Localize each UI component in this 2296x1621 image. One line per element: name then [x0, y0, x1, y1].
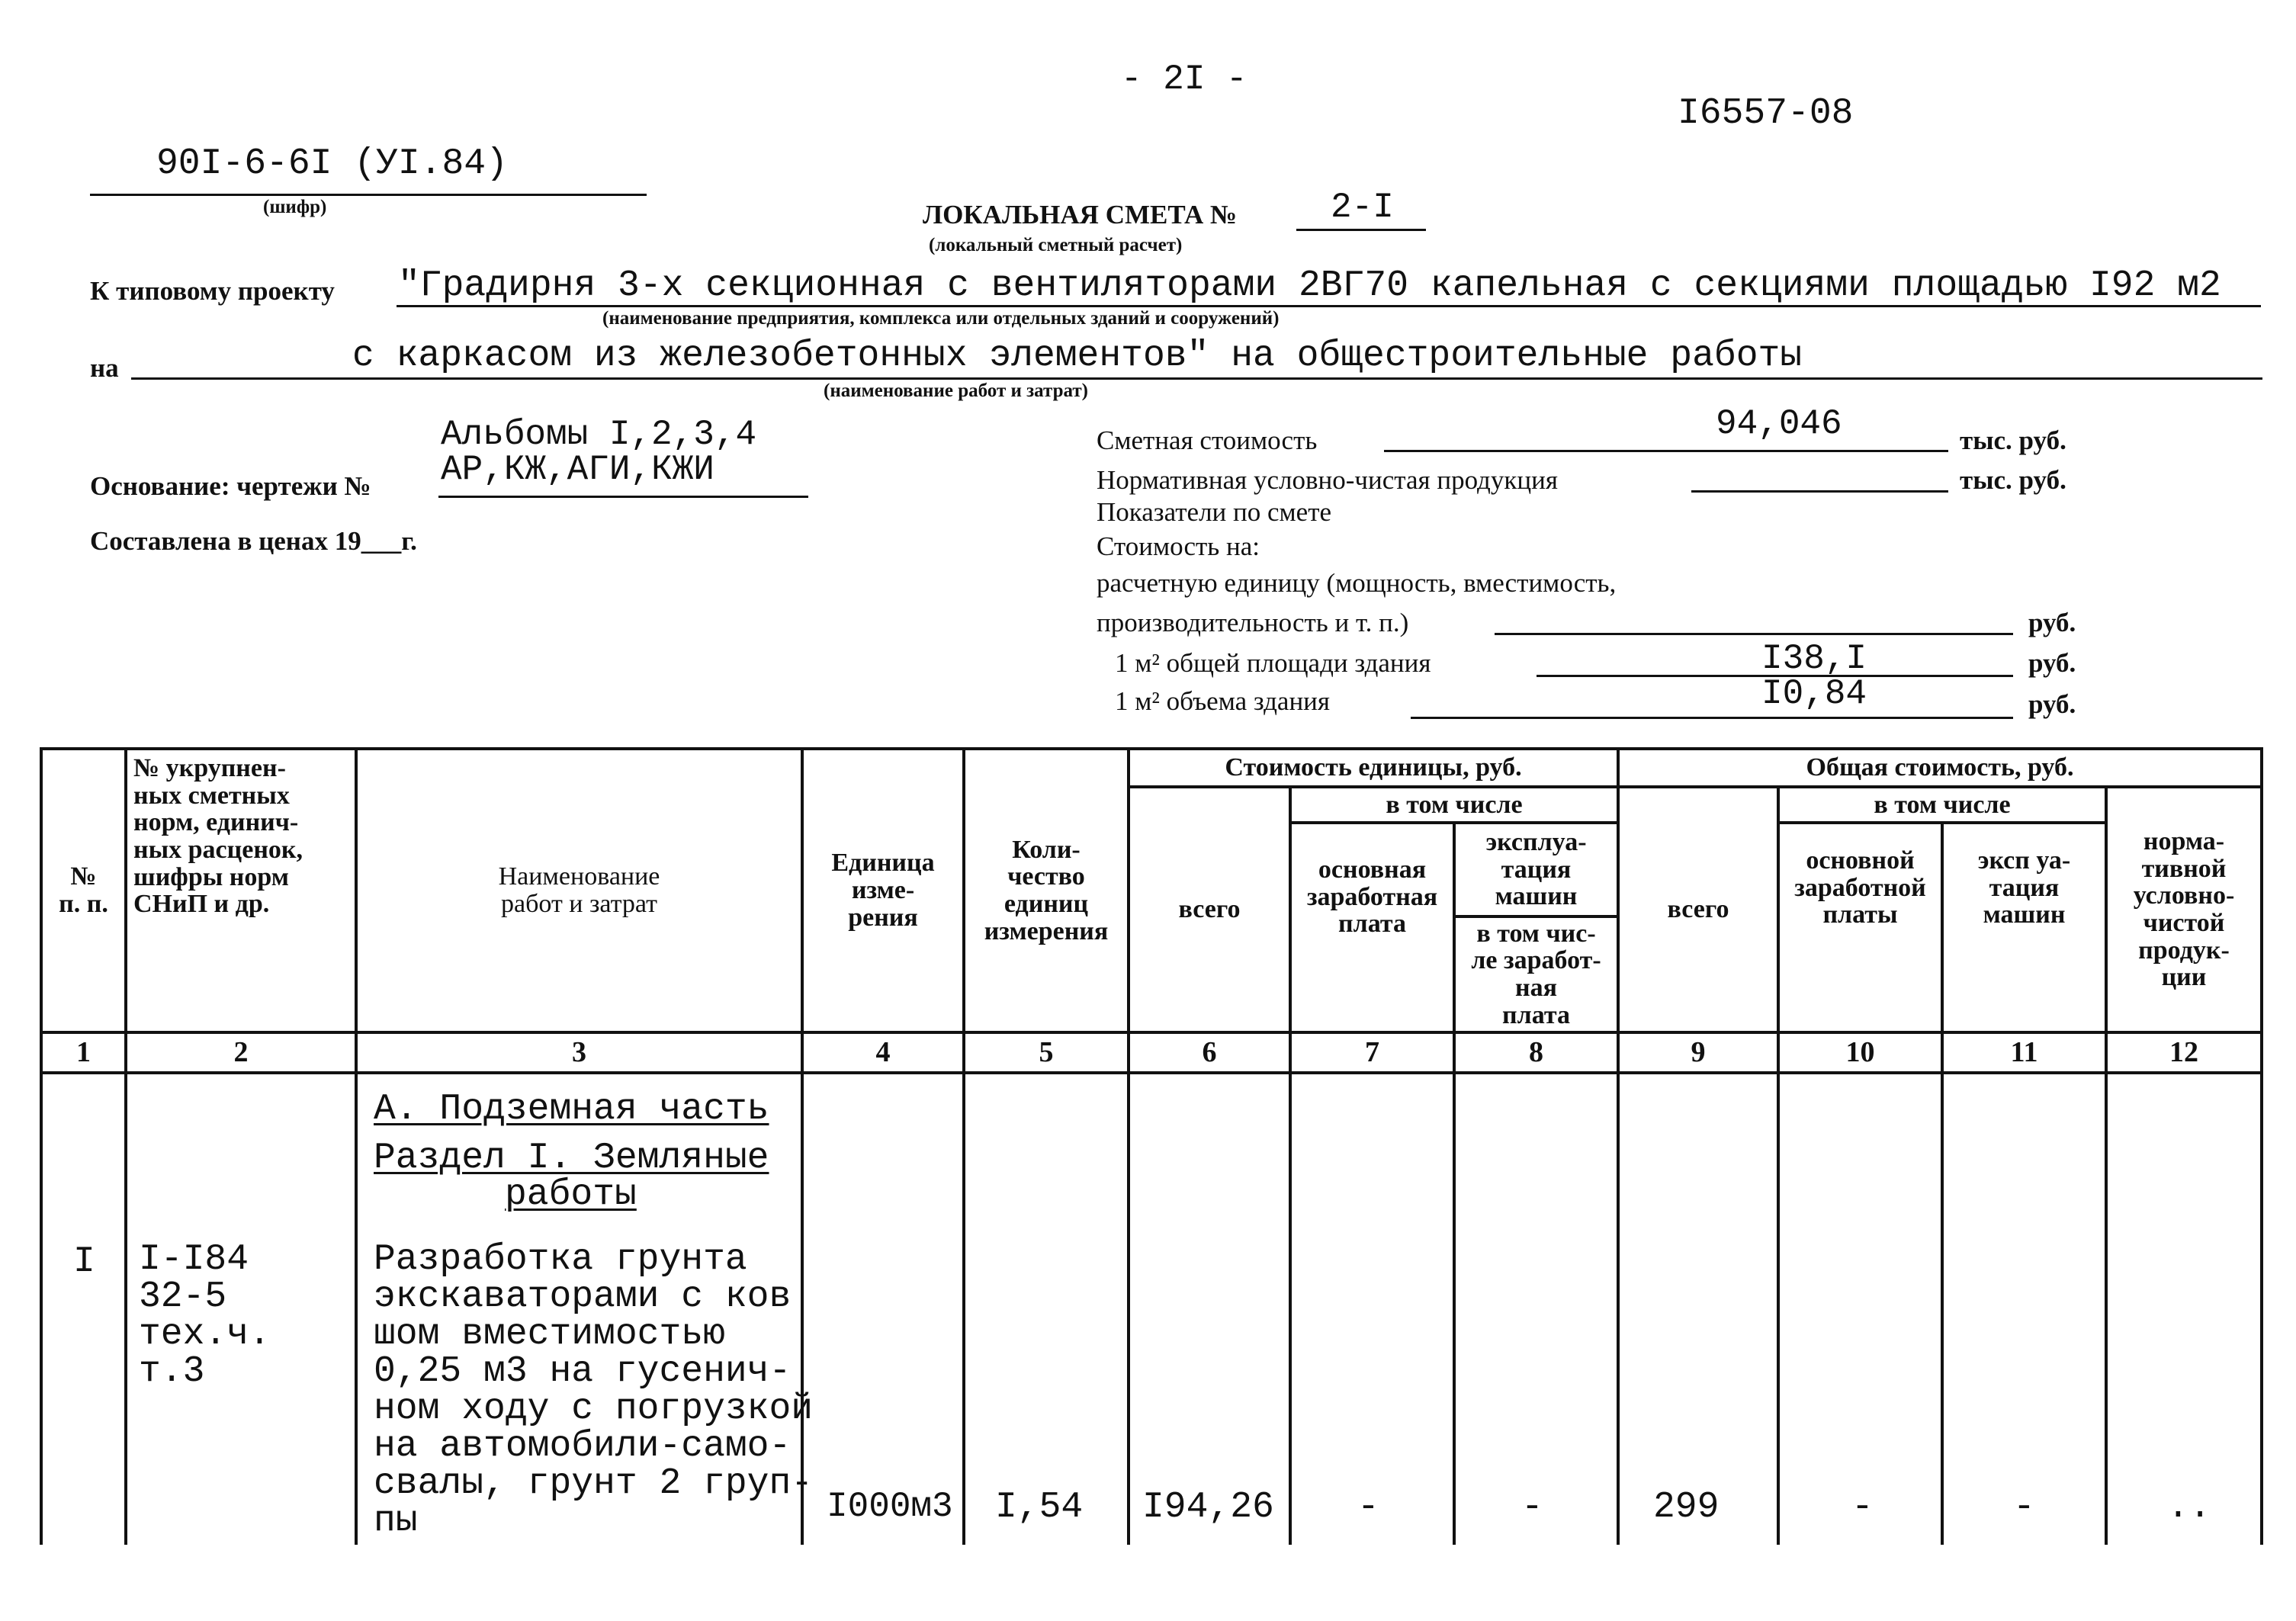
normative-unit: тыс. руб.	[1960, 465, 2066, 495]
unit-line1: расчетную единицу (мощность, вместимость,	[1097, 568, 1617, 598]
on-label: на	[90, 353, 119, 383]
column-number: 11	[2010, 1035, 2038, 1068]
row-unit-machines: -	[1521, 1487, 1543, 1528]
table-right-border	[2260, 747, 2263, 1545]
basis-underline	[438, 496, 808, 498]
basis-label: Основание: чертежи №	[90, 471, 371, 501]
header-unit-total: всего	[1178, 895, 1241, 924]
document-stamp: I6557-08	[1678, 93, 1854, 134]
project-caption2: (наименование работ и затрат)	[824, 380, 1088, 401]
cipher-value: 90I-6-6I (УI.84)	[156, 143, 508, 185]
column-number: 3	[572, 1035, 586, 1068]
row-unit-wage: -	[1357, 1487, 1379, 1528]
row-unit-total: I94,26	[1142, 1487, 1274, 1528]
section-a-text: А. Подземная часть	[374, 1089, 769, 1130]
volume-underline	[1411, 717, 2013, 719]
row-unit: I000м3	[827, 1487, 953, 1526]
header-total-machines: эксп уа- тация машин	[1977, 846, 2071, 929]
header-normative: норма- тивной условно- чистой продук- ции	[2133, 827, 2235, 992]
estimate-number: 2-I	[1331, 188, 1394, 227]
volume-label: 1 м² объема здания	[1115, 686, 1330, 716]
cost-on-label: Стоимость на:	[1097, 531, 1260, 561]
prices-label: Составлена в ценах 19___г.	[90, 526, 417, 556]
column-number: 1	[76, 1035, 91, 1068]
header-work-name: Наименование работ и затрат	[498, 862, 660, 918]
volume-value: I0,84	[1761, 674, 1867, 714]
estimated-cost-label: Сметная стоимость	[1097, 425, 1318, 455]
section-1-text: Раздел I. Земляные	[374, 1138, 769, 1179]
column-number: 5	[1039, 1035, 1054, 1068]
basis-drawings: АР,КЖ,АГИ,КЖИ	[441, 450, 714, 490]
estimated-cost-value: 94,046	[1716, 404, 1842, 444]
volume-unit: руб.	[2028, 689, 2076, 719]
column-number: 10	[1845, 1035, 1875, 1068]
area-value: I38,I	[1761, 639, 1867, 679]
normative-underline	[1691, 490, 1948, 493]
column-number: 6	[1202, 1035, 1217, 1068]
header-quantity: Коли- чество единиц измерения	[984, 835, 1109, 945]
area-label: 1 м² общей площади здания	[1115, 648, 1431, 678]
project-name-line1: "Градирня 3-х секционная с вентиляторами 2ВГ70 капельная с секциями площадью I92 м2	[398, 265, 2221, 307]
column-number: 7	[1365, 1035, 1379, 1068]
row-total: 299	[1653, 1487, 1720, 1528]
unit-underline	[1495, 633, 2013, 635]
section-a-heading	[374, 1089, 769, 1130]
normative-label: Нормативная условно-чистая продукция	[1097, 465, 1558, 495]
unit-rub: руб.	[2028, 608, 2076, 637]
estimated-cost-unit: тыс. руб.	[1960, 425, 2066, 455]
basis-albums: Альбомы I,2,3,4	[441, 415, 757, 454]
cipher-underline	[90, 194, 647, 196]
area-unit: руб.	[2028, 648, 2076, 678]
section-1-heading-cont	[505, 1174, 637, 1215]
row-number: I	[73, 1241, 95, 1282]
header-total: всего	[1667, 895, 1729, 924]
project-name-underline	[397, 305, 2261, 307]
estimate-number-underline	[1296, 229, 1426, 231]
header-incl-2: в том числе	[1874, 790, 2011, 819]
row-norm-code: I-I84 32-5 тех.ч. т.3	[139, 1239, 271, 1392]
header-norm-code: № укрупнен- ных сметных норм, единич- ных расценок, шифры норм СНиП и др.	[133, 754, 303, 919]
unit-line2: производительность и т. п.)	[1097, 608, 1409, 637]
estimate-subtitle: (локальный сметный расчет)	[929, 235, 1183, 255]
page-number: - 2I -	[1121, 59, 1248, 99]
column-number: 8	[1529, 1035, 1543, 1068]
project-label: К типовому проекту	[90, 276, 335, 306]
section-1-heading	[374, 1138, 769, 1179]
row-total-machines: -	[2013, 1487, 2035, 1528]
header-num: № п. п.	[59, 862, 108, 918]
row-work-name: Разработка грунта экскаваторами с ков шом вместимостью 0,25 м3 на гусенич- ном ходу с погрузкой на автомобили-само- свалы, грунт 2 груп- пы	[374, 1239, 814, 1542]
project-name-line2: с каркасом из железобетонных элементов" на общестроительные работы	[352, 335, 1803, 377]
header-unit-machines: эксплуа- тация машин	[1485, 827, 1587, 911]
cipher-caption: (шифр)	[263, 197, 327, 217]
indicators-label: Показатели по смете	[1097, 497, 1332, 527]
header-machines-wage: в том чис- ле заработ- ная плата	[1471, 919, 1601, 1029]
column-number: 9	[1691, 1035, 1706, 1068]
row-quantity: I,54	[995, 1487, 1084, 1528]
row-normative: ..	[2167, 1487, 2211, 1528]
estimated-cost-underline	[1384, 450, 1948, 452]
column-number: 12	[2169, 1035, 2198, 1068]
header-total-wage: основной заработной платы	[1794, 846, 1926, 929]
header-unit-wage: основная заработная плата	[1306, 855, 1438, 939]
column-number: 2	[233, 1035, 249, 1068]
row-total-wage: -	[1851, 1487, 1874, 1528]
header-unit: Единица изме- рения	[831, 849, 935, 932]
header-total-group: Общая стоимость, руб.	[1806, 753, 2074, 782]
header-unit-cost-group: Стоимость единицы, руб.	[1225, 753, 1522, 782]
project-caption1: (наименование предприятия, комплекса или отдельных зданий и сооружений)	[602, 308, 1280, 329]
column-number: 4	[875, 1035, 891, 1068]
column-numbers-line	[40, 1071, 2263, 1074]
estimate-title: ЛОКАЛЬНАЯ СМЕТА №	[923, 200, 1238, 230]
work-name-underline	[131, 377, 2262, 380]
section-1-text-cont: работы	[505, 1174, 637, 1215]
header-incl-1: в том числе	[1386, 790, 1523, 819]
